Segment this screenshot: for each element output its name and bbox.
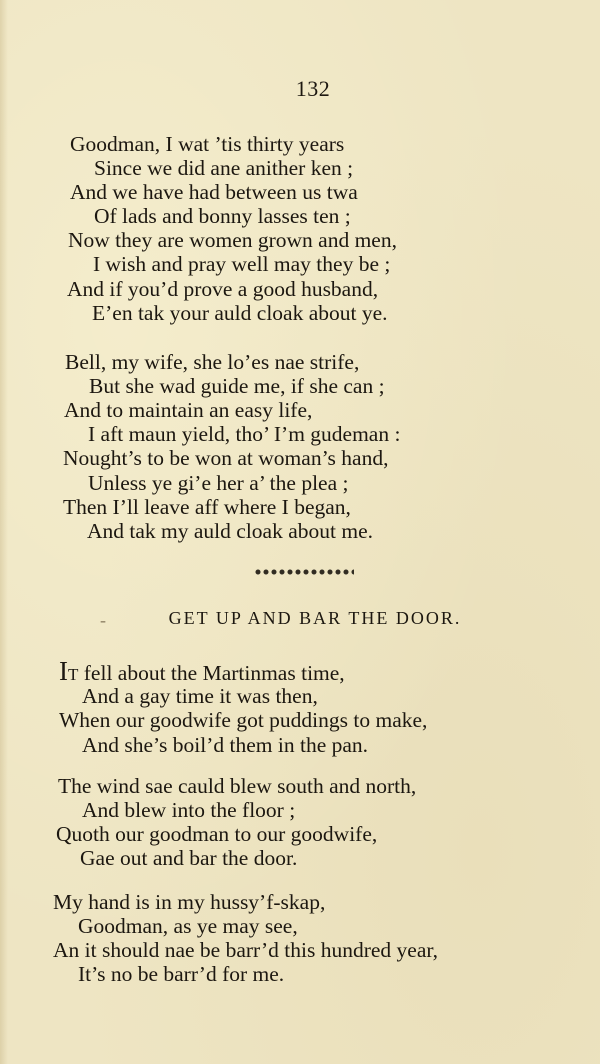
verse-line: Now they are women grown and men, — [68, 228, 397, 252]
verse-line: It’s no be barr’d for me. — [78, 962, 285, 986]
verse-line: And if you’d prove a good husband, — [67, 277, 379, 301]
verse-line: Then I’ll leave aff where I began, — [63, 495, 351, 519]
verse-line: Unless ye gi’e her a’ the plea ; — [88, 471, 349, 495]
verse-line: Goodman, as ye may see, — [78, 914, 298, 938]
verse-line: And to maintain an easy life, — [64, 398, 313, 422]
verse-line: And she’s boil’d them in the pan. — [82, 733, 369, 757]
verse-line: Of lads and bonny lasses ten ; — [94, 204, 351, 228]
verse-line: Bell, my wife, she lo’es nae strife, — [65, 350, 360, 374]
verse-line-first — [59, 656, 345, 687]
verse-line: My hand is in my hussy’f-skap, — [53, 890, 326, 914]
verse-line: And blew into the floor ; — [82, 798, 296, 822]
verse-line: I aft maun yield, tho’ I’m gudeman : — [88, 422, 401, 446]
verse-line: When our goodwife got puddings to make, — [59, 708, 428, 732]
ornament-divider — [254, 568, 354, 576]
title-dash: - — [100, 610, 106, 630]
page-binding-edge — [0, 0, 8, 1064]
verse-line: The wind sae cauld blew south and north, — [58, 774, 417, 798]
verse-line: And we have had between us twa — [70, 180, 358, 204]
verse-line: And tak my auld cloak about me. — [87, 519, 373, 543]
drop-cap: I — [59, 656, 68, 686]
verse-line: E’en tak your auld cloak about ye. — [92, 301, 388, 325]
verse-line: And a gay time it was then, — [82, 684, 318, 708]
verse-line: An it should nae be barr’d this hundred year, — [53, 938, 439, 962]
verse-line: I wish and pray well may they be ; — [93, 252, 391, 276]
small-cap: T — [68, 665, 79, 684]
poem-title: GET UP AND BAR THE DOOR. — [168, 608, 462, 628]
verse-line: Since we did ane anither ken ; — [94, 156, 354, 180]
verse-line: Quoth our goodman to our goodwife, — [56, 822, 378, 846]
verse-line: Goodman, I wat ’tis thirty years — [70, 132, 345, 156]
verse-line: Nought’s to be won at woman’s hand, — [63, 446, 389, 470]
verse-line: But she wad guide me, if she can ; — [89, 374, 385, 398]
verse-line-text: fell about the Martinmas time, — [78, 661, 345, 685]
verse-line: Gae out and bar the door. — [80, 846, 298, 870]
page-number: 132 — [295, 76, 331, 101]
